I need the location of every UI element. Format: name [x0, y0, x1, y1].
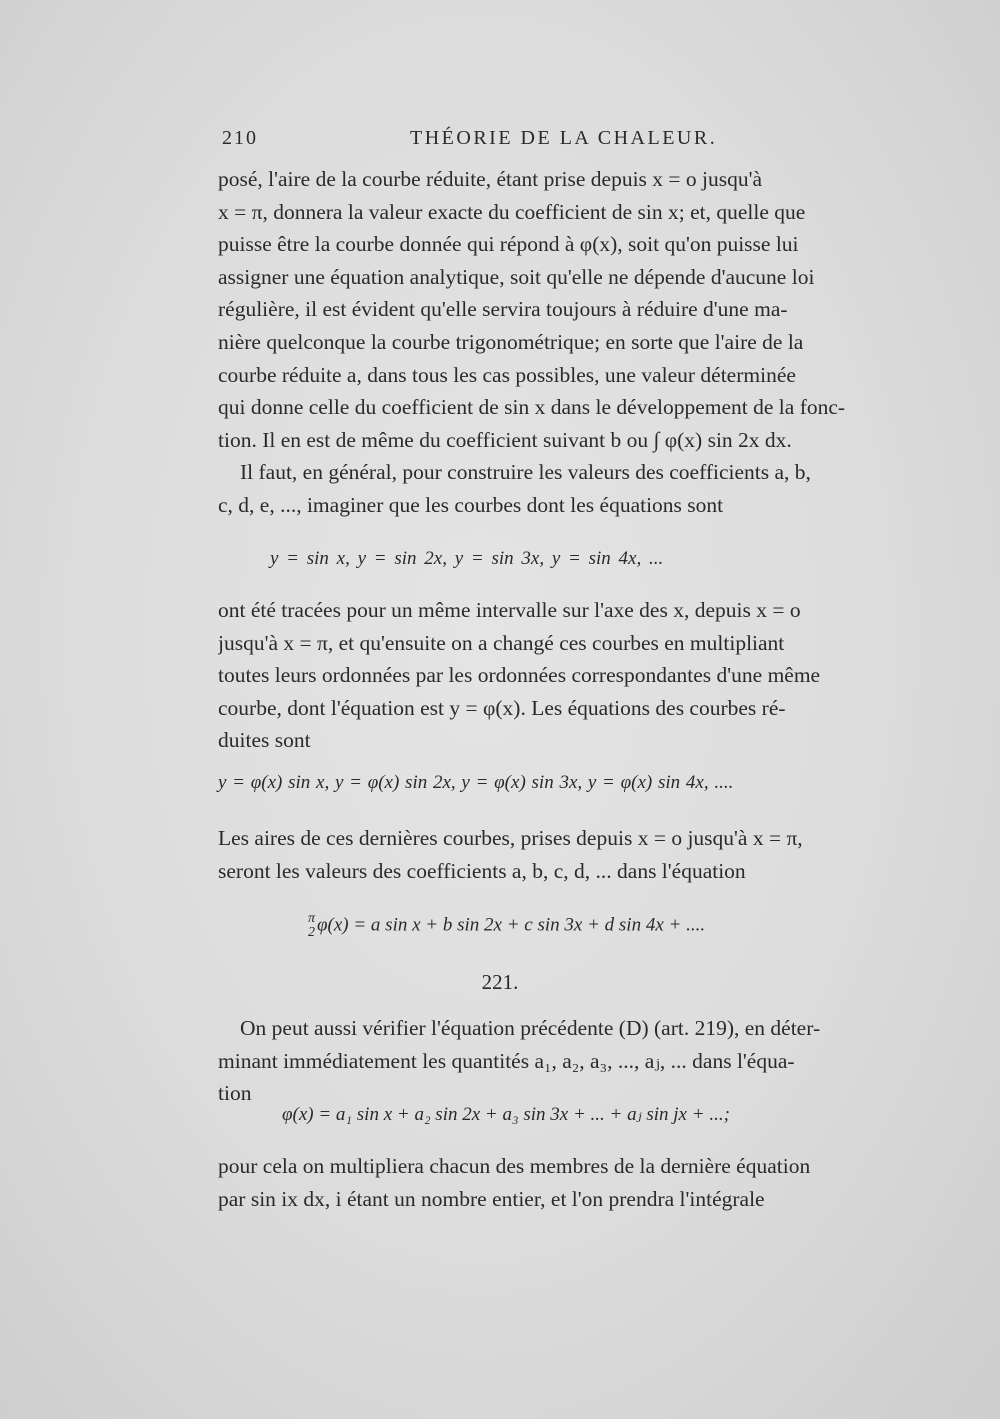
page-number: 210	[222, 127, 258, 149]
text-line: assigner une équation analytique, soit qu'elle ne dépende d'aucune loi	[218, 264, 815, 289]
text-line: toutes leurs ordonnées par les ordonnées correspondantes d'une même	[218, 663, 821, 688]
section-number: 221.	[481, 970, 519, 994]
paragraph-3	[218, 822, 892, 887]
text-line: x = π, donnera la valeur exacte du coefficient de sin x; et, quelle que	[218, 199, 806, 224]
text-line: posé, l'aire de la courbe réduite, étant prise depuis x = o jusqu'à	[218, 167, 763, 191]
fraction-numerator: π	[308, 911, 316, 926]
paragraph-2	[218, 594, 892, 757]
text-line: qui donne celle du coefficient de sin x dans le développement de la fonc-	[218, 395, 846, 420]
text-line: Les aires de ces dernières courbes, prises depuis x = o jusqu'à x = π,	[218, 826, 803, 850]
text-line: nière quelconque la courbe trigonométrique; en sorte que l'aire de la	[218, 329, 804, 354]
text-line: seront les valeurs des coefficients a, b, c, d, ... dans l'équation	[218, 858, 746, 883]
text-line: tion	[218, 1081, 252, 1106]
text-line: jusqu'à x = π, et qu'ensuite on a changé ces courbes en multipliant	[218, 630, 785, 655]
text-line: minant immédiatement les quantités a₁, a₂, a₃, ..., aⱼ, ... dans l'équa-	[218, 1048, 795, 1073]
equation-rhs: φ(x) = a sin x + b sin 2x + c sin 3x + d sin 4x + ....	[317, 914, 706, 936]
paragraph-5	[218, 1150, 892, 1215]
text-line: Il faut, en général, pour construire les valeurs des coefficients a, b,	[240, 460, 811, 485]
text-line: On peut aussi vérifier l'équation précédente (D) (art. 219), en déter-	[240, 1016, 821, 1040]
text-line: puisse être la courbe donnée qui répond à φ(x), soit qu'on puisse lui	[218, 232, 799, 257]
paragraph-1	[218, 163, 892, 522]
fraction	[308, 912, 315, 940]
text-line: c, d, e, ..., imaginer que les courbes dont les équations sont	[218, 492, 724, 517]
fraction-denominator: 2	[308, 925, 315, 940]
text-line: duites sont	[218, 728, 311, 753]
equation-series	[308, 912, 982, 940]
running-header	[222, 127, 892, 157]
equation-reduced-curves: y = φ(x) sin x, y = φ(x) sin 2x, y = φ(x) sin 3x, y = φ(x) sin 4x, ....	[218, 772, 734, 793]
text-line: par sin ix dx, i étant un nombre entier, et l'on prendra l'intégrale	[218, 1186, 765, 1211]
equation-sines: y = sin x, y = sin 2x, y = sin 3x, y = sin 4x, ...	[270, 548, 664, 569]
text-line: ont été tracées pour un même intervalle sur l'axe des x, depuis x = o	[218, 598, 801, 622]
text-line: courbe réduite a, dans tous les cas possibles, une valeur déterminée	[218, 362, 796, 387]
text-line: pour cela on multipliera chacun des membres de la dernière équation	[218, 1154, 811, 1178]
text-line: régulière, il est évident qu'elle servira toujours à réduire d'une ma-	[218, 297, 788, 322]
running-title: THÉORIE DE LA CHALEUR.	[410, 127, 718, 149]
text-line: courbe, dont l'équation est y = φ(x). Les équations des courbes ré-	[218, 695, 786, 720]
paragraph-4	[218, 1012, 892, 1110]
text-line: tion. Il en est de même du coefficient suivant b ou ∫ φ(x) sin 2x dx.	[218, 427, 792, 452]
equation-coefficients: φ(x) = a₁ sin x + a₂ sin 2x + a₃ sin 3x + ... + aⱼ sin jx + ...;	[282, 1104, 730, 1125]
